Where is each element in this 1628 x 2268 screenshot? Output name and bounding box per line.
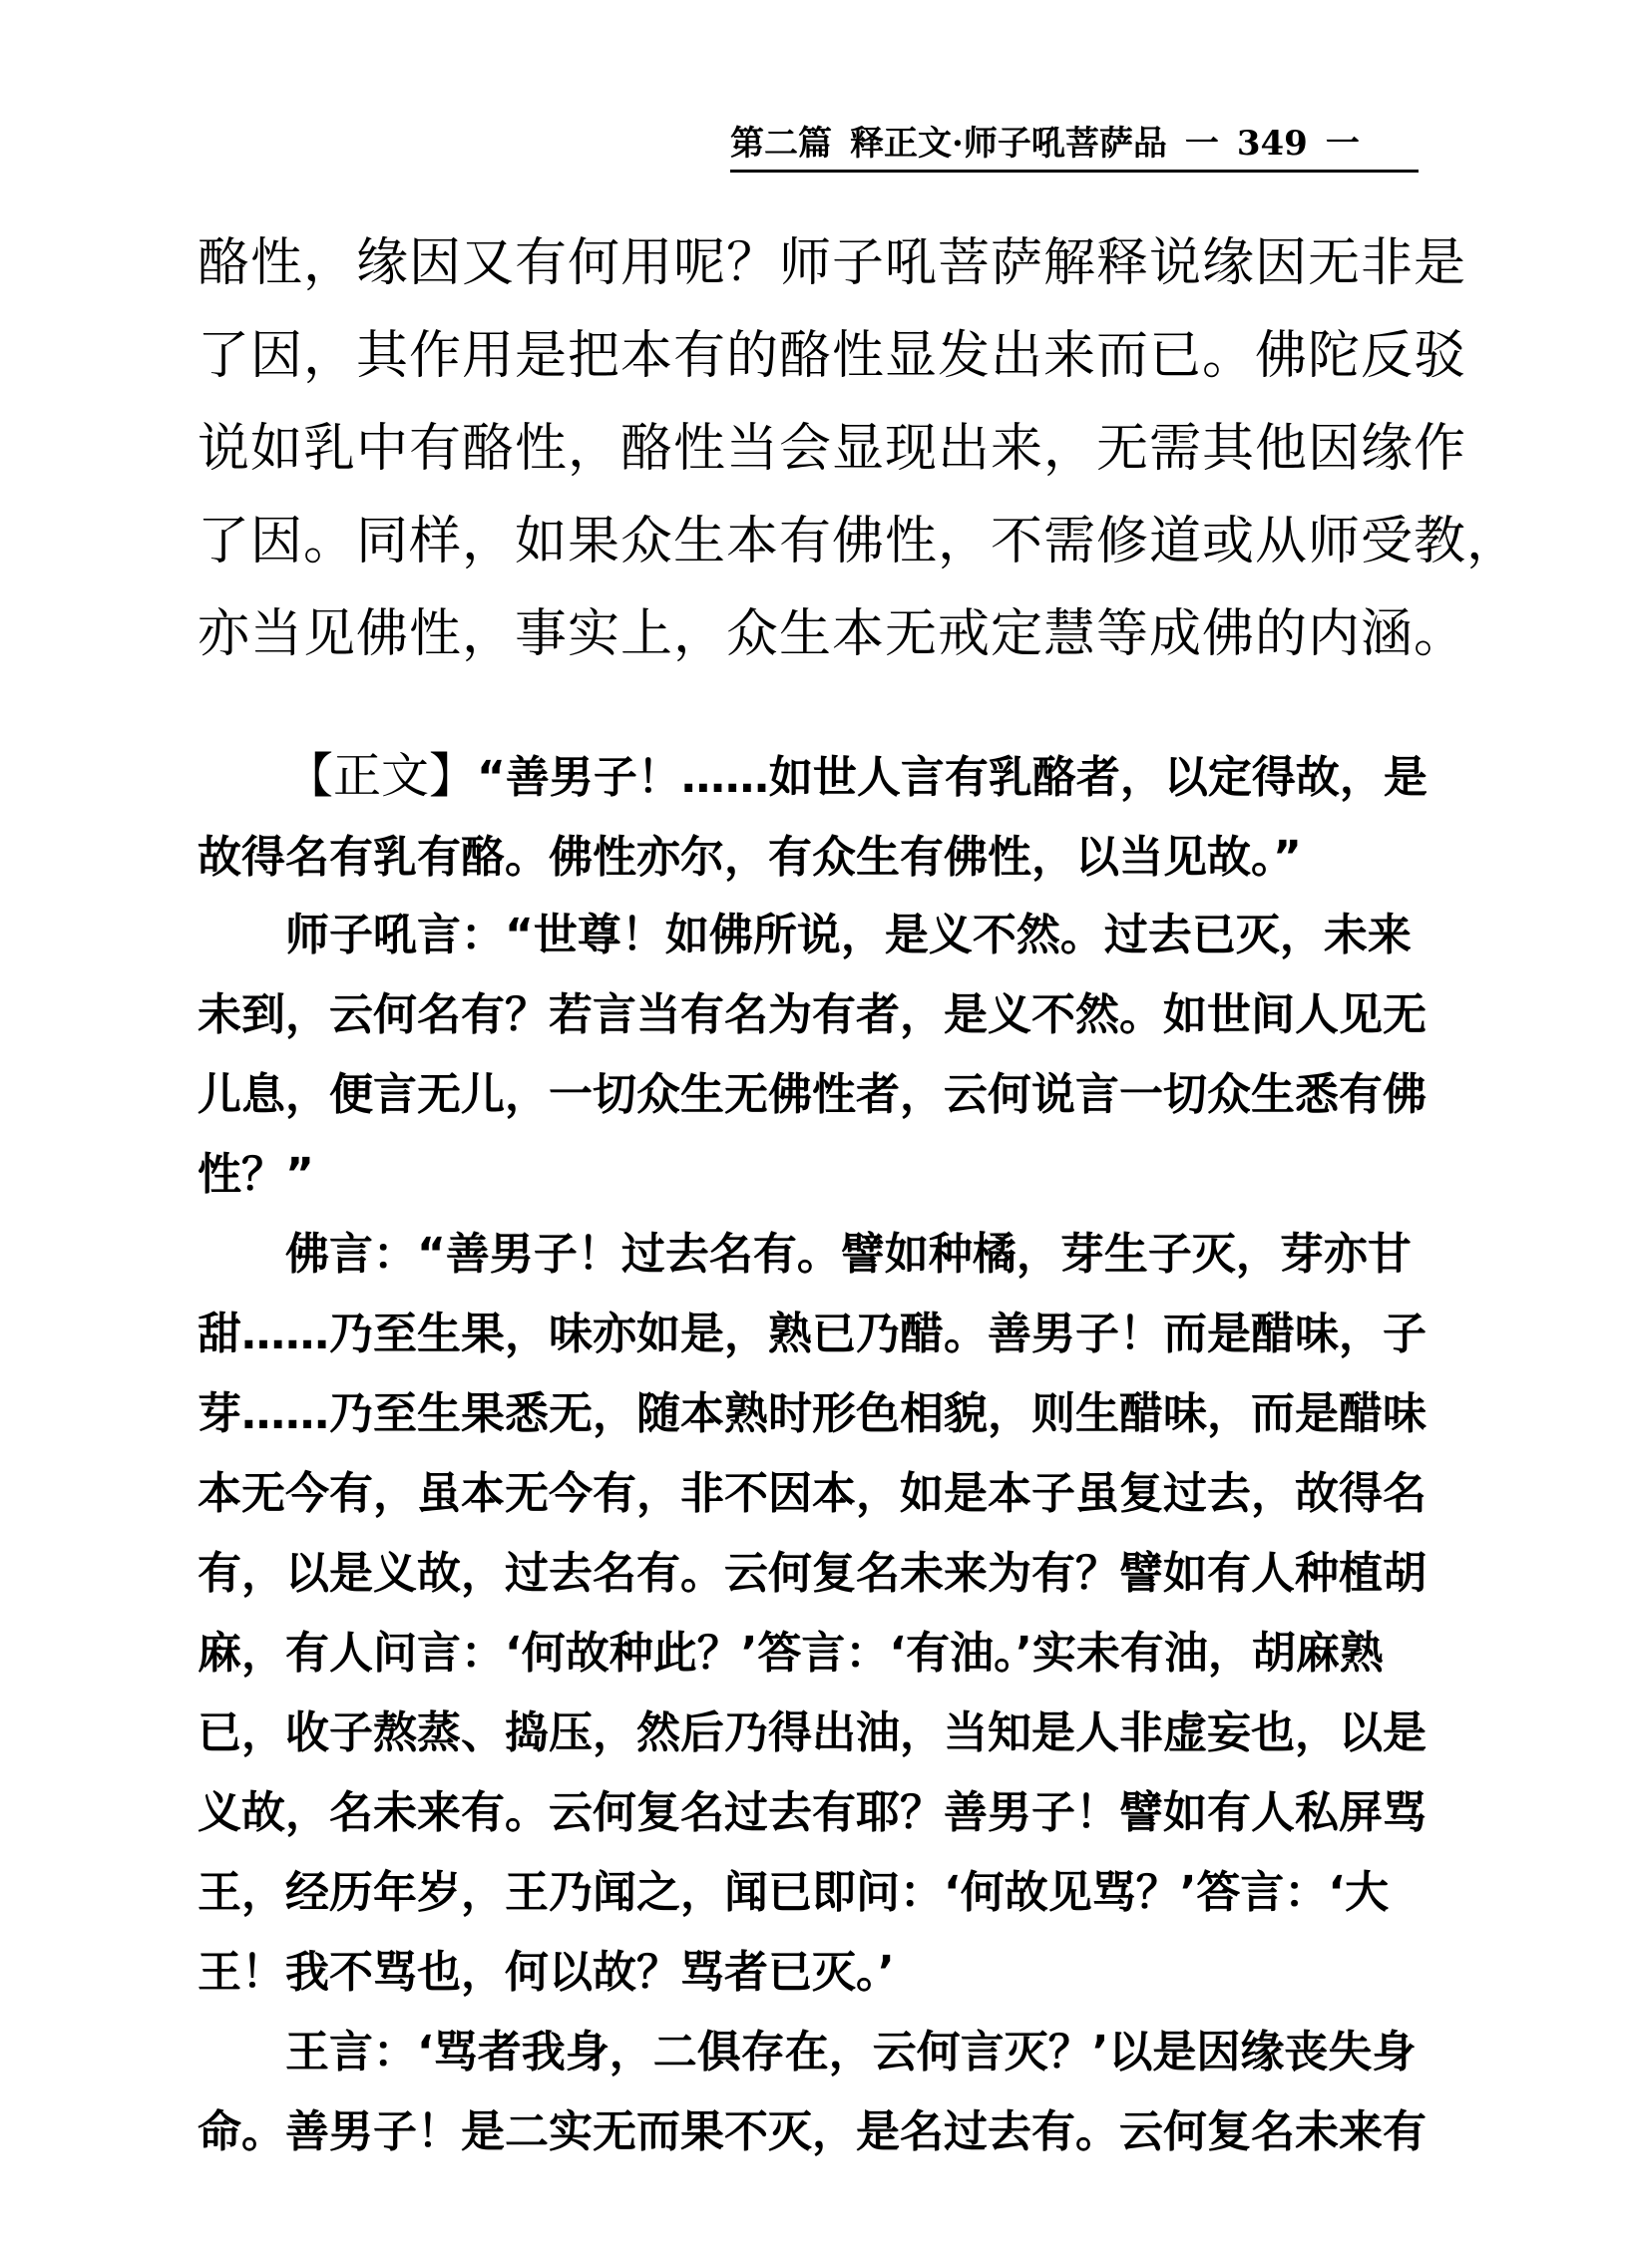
text-line: 故得名有乳有酪。佛性亦尔，有众生有佛性，以当见故。” [198, 832, 1302, 883]
text-line: 未到，云何名有？若言当有名为有者，是义不然。如世间人见无 [198, 989, 1426, 1040]
header-dash-left: 一 [1184, 124, 1219, 164]
scripture-paragraph-2 [198, 896, 1426, 1215]
text-line: 命。善男子！是二实无而果不灭，是名过去有。云何复名未来有 [198, 2106, 1426, 2157]
text-line: 有，以是义故，过去名有。云何复名未来为有？譬如有人种植胡 [198, 1548, 1426, 1599]
text-line: 佛言：“善男子！过去名有。譬如种橘，芽生子灭，芽亦甘 [285, 1229, 1412, 1280]
text-line: 性？” [198, 1149, 314, 1200]
text-line: 了因。同样，如果众生本有佛性，不需修道或从师受教， [198, 512, 1520, 571]
text-line: 了因，其作用是把本有的酪性显发出来而已。佛陀反驳 [198, 326, 1467, 386]
text-line: 芽……乃至生果悉无，随本熟时形色相貌，则生醋味，而是醋味 [198, 1388, 1426, 1439]
scripture-paragraph-3 [198, 1215, 1426, 2013]
text-line: 麻，有人问言：‘何故种此？’答言：‘有油。’实未有油，胡麻熟 [198, 1628, 1384, 1679]
scripture-paragraph-4 [198, 2013, 1426, 2172]
header-chapter: 释正文·师子吼菩萨品 [850, 124, 1167, 164]
text-line: 亦当见佛性，事实上，众生本无戒定慧等成佛的内涵。 [198, 604, 1467, 664]
text-line: 说如乳中有酪性，酪性当会显现出来，无需其他因缘作 [198, 419, 1467, 479]
header-section: 第二篇 [730, 124, 832, 164]
running-header [730, 118, 1419, 173]
page-number: 349 [1236, 124, 1308, 164]
text-line: 儿息，便言无儿，一切众生无佛性者，云何说言一切众生悉有佛 [198, 1069, 1426, 1120]
text-line: 王言：‘骂者我身，二俱存在，云何言灭？’以是因缘丧失身 [285, 2027, 1417, 2078]
text-span: “善男子！……如世人言有乳酪者，以定得故，是 [477, 752, 1427, 803]
text-line: 本无今有，虽本无今有，非不因本，如是本子虽复过去，故得名 [198, 1468, 1426, 1519]
text-line: 王，经历年岁，王乃闻之，闻已即问：‘何故见骂？’答言：‘大 [198, 1867, 1390, 1918]
text-line: 已，收子熬蒸、捣压，然后乃得出油，当知是人非虚妄也，以是 [198, 1707, 1426, 1758]
text-line: 师子吼言：“世尊！如佛所说，是义不然。过去已灭，未来 [285, 910, 1412, 960]
commentary-paragraph [198, 217, 1520, 681]
text-line: 义故，名未来有。云何复名过去有耶？善男子！譬如有人私屏骂 [198, 1787, 1426, 1838]
text-line: 甜……乃至生果，味亦如是，熟已乃醋。善男子！而是醋味，子 [198, 1309, 1426, 1359]
scripture-paragraph-1 [198, 736, 1427, 898]
header-dash-right: 一 [1325, 124, 1360, 164]
text-line: 酪性，缘因又有何用呢？师子吼菩萨解释说缘因无非是 [198, 233, 1467, 293]
text-line [198, 736, 1427, 818]
scripture-label: 【正文】 [285, 748, 478, 804]
text-line: 王！我不骂也，何以故？骂者已灭。’ [198, 1947, 895, 1998]
